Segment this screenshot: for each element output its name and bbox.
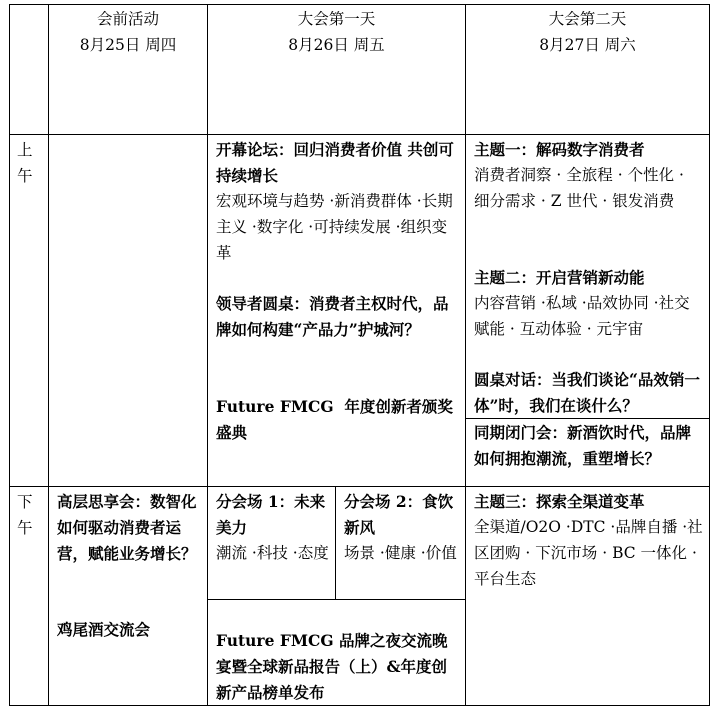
topic-2-title: 主题二：开启营销新动能 (474, 268, 645, 287)
roundtable-dialogue: 圆桌对话：当我们谈论“品效销一体”时，我们在谈什么？ (474, 370, 700, 415)
venue-2-title: 分会场 2：食饮新风 (344, 492, 454, 537)
topic-3-items: 全渠道/O2O ·DTC ·品牌自播 ·社区团购 · 下沉市场 · BC 一体化 · 平台生态 (474, 518, 703, 588)
header-day1-title: 大会第一天 (297, 10, 376, 28)
innovator-award: Future FMCG 年度创新者颁奖盛典 (216, 397, 453, 442)
row-label-morning: 上午 (17, 141, 33, 185)
row-divider-venues (207, 599, 465, 600)
header-day2-date: 8月27日 周六 (539, 36, 636, 54)
venue-1-title: 分会场 1：未来美力 (216, 492, 326, 537)
closed-door-meeting: 同期闭门会：新酒饮时代，品牌如何拥抱潮流，重塑增长？ (474, 423, 692, 468)
leaders-roundtable-title: 领导者圆桌：消费者主权时代，品牌如何构建“产品力”护城河？ (216, 294, 449, 339)
header-pre-date: 8月25日 周四 (79, 36, 177, 54)
row-divider-afternoon (9, 486, 709, 487)
col-divider-venues (335, 486, 336, 600)
opening-forum-topics: 宏观环境与趋势 ·新消费群体 ·长期主义 ·数字化 ·可持续发展 ·组织变革 (216, 192, 453, 262)
topic-1-title: 主题一：解码数字消费者 (474, 140, 645, 159)
topic-3-title: 主题三：探索全渠道变革 (474, 492, 645, 511)
brand-night: Future FMCG 品牌之夜交流晚宴暨全球新品报告（上）&年度创新产品榜单发布 (216, 631, 448, 702)
opening-forum-title: 开幕论坛：回归消费者价值 共创可持续增长 (216, 140, 454, 185)
col-divider-2 (207, 4, 208, 706)
table-border-left (9, 4, 10, 706)
row-label-afternoon: 下午 (17, 493, 33, 537)
table-border-top (9, 4, 709, 5)
header-day1-date: 8月26日 周五 (288, 36, 385, 54)
col-divider-3 (465, 4, 466, 706)
venue-1-items: 潮流 ·科技 ·态度 (216, 544, 329, 562)
table-border-right (709, 4, 710, 706)
header-pre-title: 会前活动 (96, 10, 159, 28)
topic-1-items: 消费者洞察 · 全旅程 · 个性化 · 细分需求 · Z 世代 · 银发消费 (474, 166, 684, 210)
executive-salon: 高层思享会：数智化如何驱动消费者运营，赋能业务增长？ (57, 492, 197, 563)
header-day2-title: 大会第二天 (548, 10, 627, 28)
col-divider-1 (48, 4, 49, 706)
cocktail-reception: 鸡尾酒交流会 (57, 620, 151, 639)
venue-2-items: 场景 ·健康 ·价值 (344, 544, 457, 562)
row-divider-header (9, 134, 709, 135)
topic-2-items: 内容营销 ·私域 ·品效协同 ·社交赋能 · 互动体验 · 元宇宙 (474, 294, 690, 338)
